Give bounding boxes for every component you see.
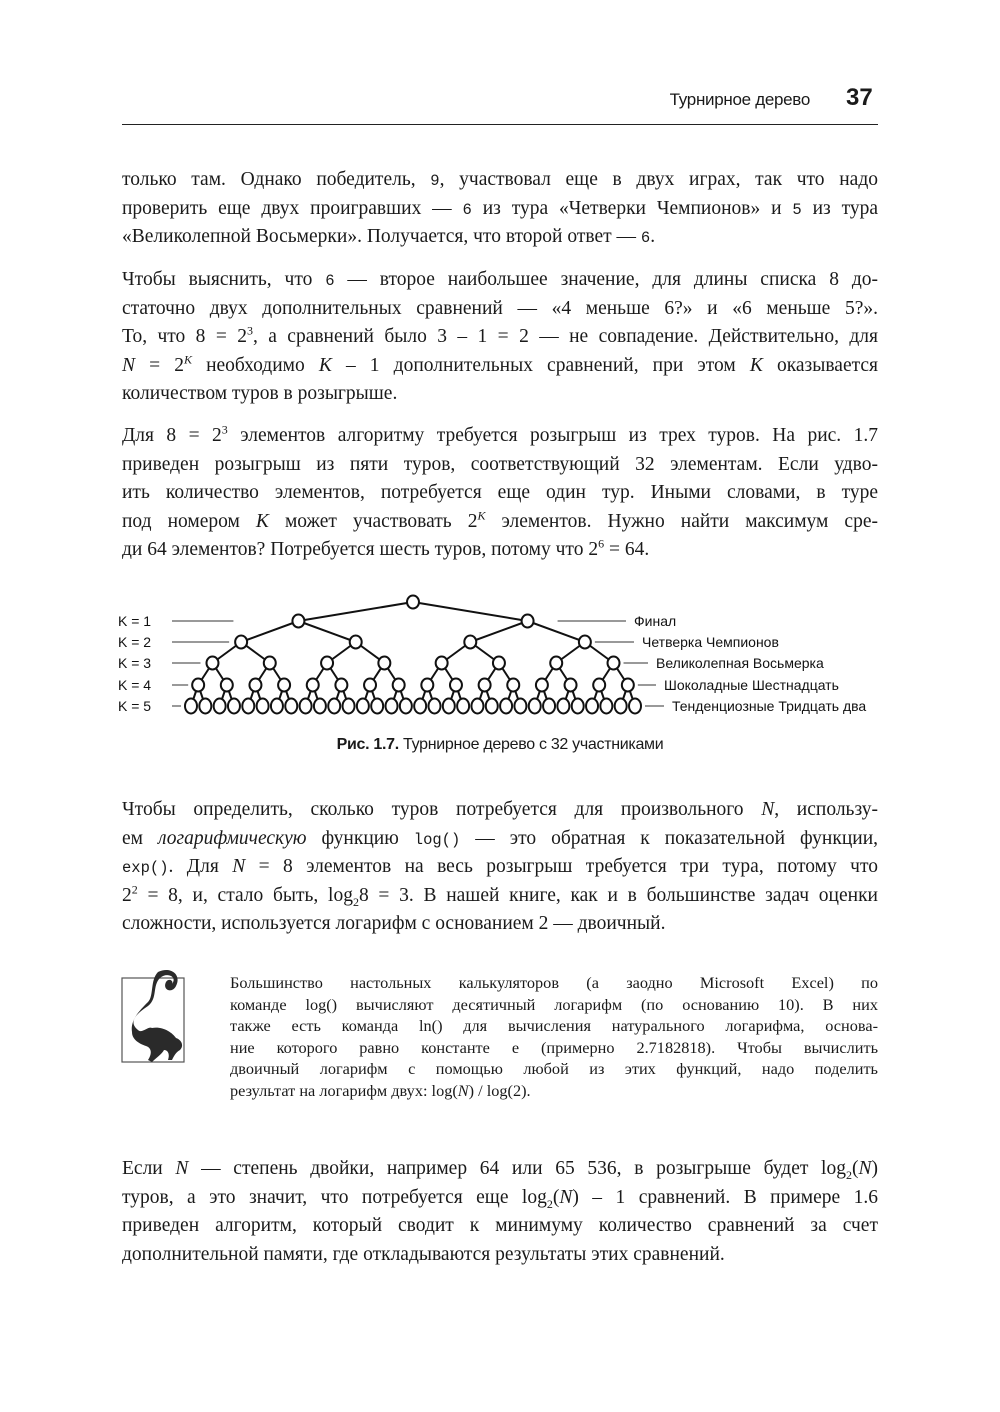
- text-segment: количеством туров в розыгрыше.: [122, 383, 398, 405]
- text-segment: — второе наибольшее значение, для длины списка 8 до-: [334, 269, 878, 290]
- inline-code: 9: [430, 172, 440, 190]
- tree-node: [357, 699, 369, 714]
- italic-text: K: [749, 354, 763, 376]
- text-line: [230, 1015, 878, 1037]
- text-segment: , а сравнений было 3 – 1 = 2 — не совпадение. Действительно, для: [252, 326, 878, 348]
- tree-node: [343, 699, 355, 714]
- text-segment: результат на логарифм двух: log(: [230, 1080, 458, 1100]
- tree-node: [629, 699, 641, 714]
- round-name-label: Четверка Чемпионов: [642, 634, 779, 650]
- text-segment: 3: [246, 323, 253, 338]
- tree-node: [185, 699, 197, 714]
- tree-node: [350, 636, 362, 649]
- text-segment: команде log() вычисляют десятичный логарифм (по основанию 10). В них: [230, 994, 878, 1014]
- text-segment: ем: [122, 827, 158, 849]
- text-segment: — это обратная к показательной функции,: [460, 827, 879, 849]
- text-segment: = 2: [135, 354, 184, 376]
- tree-node: [278, 679, 290, 692]
- tree-node: [543, 699, 555, 714]
- text-segment: ): [871, 1158, 878, 1179]
- tree-edge: [241, 621, 298, 642]
- text-segment: 2: [122, 884, 132, 906]
- tree-node: [586, 699, 598, 714]
- tree-node: [221, 679, 233, 692]
- tree-node: [550, 657, 562, 670]
- text-line: [230, 972, 878, 994]
- tree-node: [565, 679, 577, 692]
- tree-node: [249, 679, 261, 692]
- inline-code: 6: [325, 272, 335, 290]
- page-number: 37: [846, 84, 873, 111]
- tree-node: [436, 657, 448, 670]
- tree-node: [557, 699, 569, 714]
- inline-code: 6: [640, 229, 651, 248]
- note-text: [230, 972, 878, 1102]
- text-segment: = 64.: [604, 539, 650, 561]
- text-line: [122, 323, 878, 352]
- text-segment: , использу-: [774, 799, 878, 820]
- tree-node: [479, 679, 491, 692]
- tree-node: [307, 679, 319, 692]
- tree-node: [608, 657, 620, 670]
- italic-text: N: [858, 1158, 872, 1179]
- tree-node: [507, 679, 519, 692]
- text-segment: приведен розыгрыш из пяти туров, соответствующий 32 элементам. Если удво-: [122, 453, 878, 475]
- text-segment: из тура «Четверки Чемпионов» и: [471, 197, 793, 219]
- caption-text: Турнирное дерево с 32 участниками: [398, 736, 664, 753]
- text-line: [122, 853, 878, 882]
- text-line: [122, 352, 878, 381]
- inline-code: log(): [413, 830, 461, 849]
- tree-node: [378, 657, 390, 670]
- text-line: [122, 166, 878, 195]
- tree-node: [622, 679, 634, 692]
- text-segment: туров, а это значит, что потребуется еще log: [122, 1186, 547, 1208]
- tree-node: [600, 699, 612, 714]
- inline-code: 6: [462, 200, 472, 219]
- tree-node: [457, 699, 469, 714]
- inline-code: 5: [792, 200, 802, 219]
- tree-node: [214, 699, 226, 714]
- tree-node: [514, 699, 526, 714]
- tree-edge: [528, 621, 585, 642]
- text-segment: элементов алгоритму требуется розыгрыш из трех туров. На рис. 1.7: [227, 425, 878, 446]
- text-segment: 2: [546, 1196, 553, 1211]
- text-line: [122, 1155, 878, 1184]
- text-segment: из тура: [801, 197, 878, 219]
- tree-node: [192, 679, 204, 692]
- text-line: [122, 380, 878, 409]
- text-line: [122, 910, 878, 939]
- tree-node: [471, 699, 483, 714]
- tree-node: [264, 657, 276, 670]
- text-segment: 8 = 3. В нашей книге, как и в большинстве задач оценки: [358, 884, 878, 906]
- text-segment: Если: [122, 1158, 176, 1179]
- tree-node: [450, 679, 462, 692]
- text-segment: под номером: [122, 510, 256, 532]
- text-segment: элементов. Нужно найти максимум сре-: [485, 510, 878, 532]
- text-segment: .: [650, 226, 656, 248]
- tree-node: [386, 699, 398, 714]
- tree-node: [579, 636, 591, 649]
- italic-text: K: [255, 510, 269, 532]
- italic-text: N: [457, 1080, 469, 1100]
- tree-node: [529, 699, 541, 714]
- text-line: [122, 508, 878, 537]
- lemur-icon: [118, 966, 198, 1066]
- text-line: [122, 825, 878, 854]
- italic-text: N: [761, 799, 775, 820]
- text-line: [122, 266, 878, 295]
- text-segment: также есть команда ln() для вычисления натурального логарифма, основа-: [230, 1016, 878, 1036]
- text-line: [122, 195, 878, 224]
- text-line: [122, 479, 878, 508]
- tree-node: [414, 699, 426, 714]
- text-segment: , участвовал еще в двух играх, так что надо: [439, 169, 878, 190]
- tree-node: [500, 699, 512, 714]
- text-segment: = 8, и, стало быть, log: [137, 884, 353, 906]
- tournament-tree-figure: [0, 585, 1000, 720]
- text-segment: дополнительной памяти, где откладываются результаты этих сравнений.: [122, 1243, 725, 1265]
- text-line: [230, 1037, 878, 1059]
- text-segment: проверить еще двух проигравших —: [122, 197, 463, 219]
- text-segment: 2: [352, 894, 359, 909]
- text-segment: ние которого равно константе е (примерно 2.7182818). Чтобы вычислить: [230, 1037, 878, 1057]
- text-segment: – 1 дополнительных сравнений, при этом: [331, 354, 750, 376]
- tree-edge: [470, 621, 527, 642]
- text-segment: ) / log(2).: [468, 1080, 531, 1100]
- tree-node: [593, 679, 605, 692]
- text-line: [122, 422, 878, 451]
- header-rule: [122, 124, 878, 125]
- running-header-title: Турнирное дерево: [669, 90, 810, 109]
- text-line: [122, 295, 878, 324]
- text-line: [122, 796, 878, 825]
- text-segment: ) – 1 сравнений. В примере 1.6: [572, 1186, 878, 1208]
- figure-caption: [0, 736, 1000, 754]
- text-segment: 2: [845, 1167, 852, 1182]
- text-segment: оказывается: [762, 354, 878, 376]
- text-segment: Чтобы выяснить, что: [122, 269, 326, 290]
- text-segment: — степень двойки, например 64 или 65 536, в розыгрыше будет log: [188, 1158, 846, 1179]
- tree-node: [328, 699, 340, 714]
- text-segment: K: [477, 508, 486, 523]
- text-segment: 6: [598, 536, 605, 551]
- tree-node: [321, 657, 333, 670]
- tree-node: [400, 699, 412, 714]
- level-label: K = 3: [118, 655, 152, 671]
- round-name-label: Великолепная Восьмерка: [656, 655, 824, 671]
- text-line: [122, 1212, 878, 1241]
- round-name-label: Тенденциозные Тридцать два: [672, 698, 867, 714]
- tree-edge: [413, 602, 528, 621]
- tree-node: [522, 615, 534, 628]
- tree-node: [486, 699, 498, 714]
- tree-node: [421, 679, 433, 692]
- tree-node: [464, 636, 476, 649]
- text-segment: (: [552, 1186, 560, 1208]
- tree-node: [235, 636, 247, 649]
- text-segment: (: [851, 1158, 859, 1179]
- text-segment: То, что 8 = 2: [122, 326, 247, 348]
- tree-node: [428, 699, 440, 714]
- tree-node: [443, 699, 455, 714]
- text-segment: приведен алгоритм, который сводит к минимуму количество сравнений за счет: [122, 1215, 878, 1237]
- text-segment: статочно двух дополнительных сравнений — «4 меньше 6?» и «6 меньше 5?».: [122, 297, 878, 319]
- caption-label: Рис. 1.7.: [336, 736, 399, 753]
- text-line: [122, 1241, 878, 1270]
- text-segment: ить количество элементов, потребуется еще один тур. Иными словами, в туре: [122, 482, 878, 504]
- round-name-label: Финал: [634, 613, 677, 629]
- text-segment: только там. Однако победитель,: [122, 169, 431, 190]
- tree-node: [615, 699, 627, 714]
- paragraph-2: [122, 266, 878, 409]
- italic-text: K: [318, 354, 332, 376]
- tree-node: [371, 699, 383, 714]
- text-line: [122, 451, 878, 480]
- text-segment: «Великолепной Восьмерки». Получается, что второй ответ —: [122, 226, 641, 248]
- level-label: K = 5: [118, 698, 152, 714]
- text-segment: Для 8 = 2: [122, 425, 222, 446]
- tree-node: [393, 679, 405, 692]
- italic-text: N: [175, 1158, 189, 1179]
- text-segment: Большинство настольных калькуляторов (а заодно Microsoft Excel) по: [230, 973, 878, 992]
- text-segment: функцию: [306, 827, 414, 849]
- text-line: [122, 1184, 878, 1213]
- tree-node: [271, 699, 283, 714]
- tree-node: [228, 699, 240, 714]
- text-segment: необходимо: [191, 354, 319, 376]
- text-segment: двоичный логарифм с помощью любой из этих функций, надо поделить: [230, 1059, 878, 1079]
- level-label: K = 1: [118, 613, 152, 629]
- tree-node: [493, 657, 505, 670]
- tree-node: [199, 699, 211, 714]
- text-line: [122, 536, 878, 565]
- tree-node: [292, 615, 304, 628]
- tree-node: [242, 699, 254, 714]
- round-name-label: Шоколадные Шестнадцать: [664, 677, 839, 693]
- paragraph-1: [122, 166, 878, 252]
- text-line: [230, 1058, 878, 1080]
- tree-node: [335, 679, 347, 692]
- text-segment: может участвовать 2: [268, 510, 478, 532]
- tree-node: [536, 679, 548, 692]
- tree-node: [257, 699, 269, 714]
- text-segment: 2: [131, 882, 138, 897]
- text-segment: 3: [221, 422, 228, 437]
- paragraph-5: [122, 1155, 878, 1269]
- italic-text: логарифмическую: [158, 827, 307, 849]
- text-line: [230, 1080, 878, 1102]
- level-label: K = 4: [118, 677, 152, 693]
- text-segment: сложности, используется логарифм с основанием 2 — двоичный.: [122, 913, 666, 935]
- tree-node: [285, 699, 297, 714]
- text-segment: ди 64 элементов? Потребуется шесть туров, потому что 2: [122, 539, 599, 561]
- text-segment: Чтобы определить, сколько туров потребуется для произвольного: [122, 799, 762, 820]
- tree-node: [407, 596, 419, 609]
- text-segment: K: [183, 352, 192, 367]
- tree-edge: [298, 602, 413, 621]
- paragraph-4: [122, 796, 878, 939]
- text-segment: . Для: [168, 856, 233, 878]
- paragraph-3: [122, 422, 878, 565]
- text-line: [230, 994, 878, 1016]
- tree-node: [572, 699, 584, 714]
- text-line: [122, 223, 878, 252]
- text-segment: = 8 элементов на весь розыгрыш требуется три тура, потому что: [245, 856, 878, 878]
- tree-node: [206, 657, 218, 670]
- text-line: [122, 882, 878, 911]
- inline-code: exp(): [122, 859, 169, 878]
- tree-node: [314, 699, 326, 714]
- level-label: K = 2: [118, 634, 152, 650]
- italic-text: N: [122, 354, 136, 376]
- italic-text: N: [559, 1186, 573, 1208]
- tree-node: [364, 679, 376, 692]
- italic-text: N: [232, 856, 246, 878]
- tree-node: [300, 699, 312, 714]
- tree-edge: [298, 621, 355, 642]
